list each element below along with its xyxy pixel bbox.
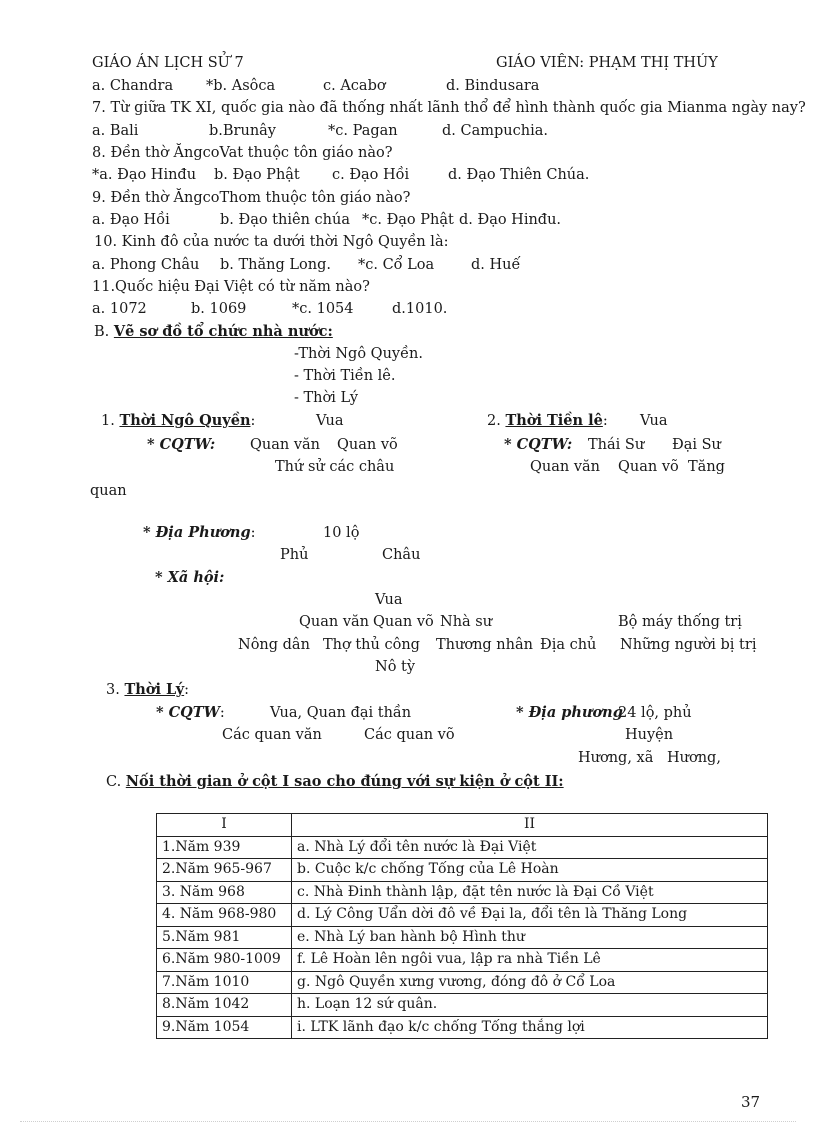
option: d. Campuchia. [442, 123, 548, 139]
ngo-num: 1. [101, 413, 115, 429]
option: b. Đạo thiên chúa [220, 212, 350, 228]
tienle-quan-van: Quan văn [530, 459, 600, 475]
table-header-row [157, 814, 768, 837]
ngo-quan-van: Quan văn [250, 437, 320, 453]
option: a. Chandra [92, 78, 174, 94]
option: *b. Asôca [206, 78, 276, 94]
column-header-ii: II [292, 814, 768, 837]
section-b-item: - Thời Tiền lê. [294, 368, 396, 384]
ngo-dia-phuong-label: * Địa Phương [143, 524, 251, 541]
ly-vua-quan: Vua, Quan đại thần [270, 705, 412, 721]
ly-huong: Hương, [667, 750, 721, 766]
option: b.Brunây [209, 123, 276, 139]
option: d. Bindusara [446, 78, 540, 94]
tienle-num: 2. [487, 413, 501, 429]
header-left: GIÁO ÁN LỊCH SỬ 7 [92, 55, 244, 71]
option: d. Đạo Thiên Chúa. [448, 167, 590, 183]
nguoi-bi-tri: Những người bị trị [620, 637, 757, 653]
ly-24-lo: 24 lộ, phủ [618, 705, 692, 721]
section-c-heading [106, 773, 564, 791]
section-b-prefix: B. [94, 324, 110, 340]
cell: 3. Năm 968 [157, 881, 292, 904]
cell: 9.Năm 1054 [157, 1016, 292, 1039]
header-right: GIÁO VIÊN: PHẠM THỊ THÚY [496, 55, 718, 71]
tienle-quan-vo: Quan võ [618, 459, 679, 475]
option: *a. Đạo Hinđu [92, 167, 197, 183]
cell: b. Cuộc k/c chống Tống của Lê Hoàn [292, 859, 768, 882]
tienle-cqtw-label: * CQTW: [504, 436, 573, 453]
ngo-thu-su: Thứ sử các châu [275, 459, 395, 475]
section-b-heading [94, 323, 333, 341]
ly-cqtw-colon: : [219, 705, 225, 721]
section-b-item: - Thời Lý [294, 390, 359, 406]
ly-colon: : [184, 682, 190, 698]
section-b-title: Vẽ sơ đồ tổ chức nhà nước: [113, 323, 333, 340]
no-ty: Nô tỳ [375, 659, 416, 675]
option: a. 1072 [92, 301, 147, 317]
ngo-dia-phuong [143, 524, 256, 542]
table-row [157, 904, 768, 927]
tienle-dai-su: Đại Sư [672, 437, 721, 453]
question-8: 8. Đền thờ ĂngcoVat thuộc tôn giáo nào? [92, 145, 393, 161]
cell: h. Loạn 12 sứ quân. [292, 994, 768, 1017]
table-row [157, 859, 768, 882]
section-b-item: -Thời Ngô Quyền. [294, 346, 423, 362]
column-header-i: I [157, 814, 292, 837]
table-row [157, 926, 768, 949]
tienle-heading [487, 412, 608, 430]
question-9: 9. Đền thờ ĂngcoThom thuộc tôn giáo nào? [92, 190, 411, 206]
option: *c. Pagan [328, 123, 398, 139]
cell: 6.Năm 980-1009 [157, 949, 292, 972]
option: *c. 1054 [292, 301, 354, 317]
table-row [157, 881, 768, 904]
tienle-colon: : [602, 413, 608, 429]
ly-cqtw-label: * CQTW [156, 704, 220, 721]
ngo-heading [101, 412, 255, 430]
cell: e. Nhà Lý ban hành bộ Hình thư [292, 926, 768, 949]
tienle-title: Thời Tiền lê [505, 412, 603, 429]
option: *c. Đạo Phật [362, 212, 454, 228]
ngo-10-lo: 10 lộ [323, 525, 360, 541]
cell: 2.Năm 965-967 [157, 859, 292, 882]
page-number: 37 [741, 1093, 761, 1111]
ngo-quan-vo: Quan võ [337, 437, 398, 453]
option: b. 1069 [191, 301, 247, 317]
question-10: 10. Kinh đô của nước ta dưới thời Ngô Quyền là: [94, 234, 449, 250]
nong-dan: Nông dân [238, 637, 310, 653]
ngo-cqtw-label: * CQTW: [147, 436, 216, 453]
xa-hoi-vua: Vua [375, 592, 403, 608]
ly-cac-quan-van: Các quan văn [222, 727, 322, 743]
cell: 8.Năm 1042 [157, 994, 292, 1017]
table-row [157, 1016, 768, 1039]
table-row [157, 949, 768, 972]
footer-divider [20, 1121, 796, 1122]
option: *c. Cổ Loa [358, 257, 435, 273]
cell: 4. Năm 968-980 [157, 904, 292, 927]
cell: i. LTK lãnh đạo k/c chống Tống thắng lợi [292, 1016, 768, 1039]
ly-heading [106, 681, 189, 699]
ly-dia-phuong-label: * Địa phương [516, 704, 623, 721]
tienle-vua: Vua [640, 413, 668, 429]
tienle-tang: Tăng [688, 459, 725, 475]
cell: a. Nhà Lý đổi tên nước là Đại Việt [292, 836, 768, 859]
cell: d. Lý Công Uẩn dời đô về Đại la, đổi tên là Thăng Long [292, 904, 768, 927]
ngo-dia-colon: : [250, 525, 256, 541]
option: a. Phong Châu [92, 257, 200, 273]
cell: c. Nhà Đinh thành lập, đặt tên nước là Đại Cồ Việt [292, 881, 768, 904]
tho-thu-cong: Thợ thủ công [323, 637, 420, 653]
cell: 7.Năm 1010 [157, 971, 292, 994]
bo-may-thong-tri: Bộ máy thống trị [618, 614, 742, 630]
xa-hoi-label: * Xã hội: [155, 569, 225, 586]
option: d. Đạo Hinđu. [459, 212, 562, 228]
tienle-quan: quan [90, 483, 127, 499]
option: d.1010. [392, 301, 448, 317]
xa-hoi-nha-su: Nhà sư [440, 614, 493, 630]
section-c-title: Nối thời gian ở cột I sao cho đúng với sự kiện ở cột II: [125, 773, 564, 790]
cell: f. Lê Hoàn lên ngôi vua, lập ra nhà Tiền Lê [292, 949, 768, 972]
ngo-phu: Phủ [280, 547, 309, 563]
ly-huong-xa: Hương, xã [578, 750, 654, 766]
xa-hoi-quan-vo: Quan võ [373, 614, 434, 630]
option: c. Đạo Hồi [332, 167, 410, 183]
ly-cac-quan-vo: Các quan võ [364, 727, 455, 743]
cell: g. Ngô Quyền xưng vương, đóng đô ở Cổ Loa [292, 971, 768, 994]
option: b. Thăng Long. [220, 257, 331, 273]
table-row [157, 836, 768, 859]
option: a. Đạo Hồi [92, 212, 170, 228]
ly-cqtw [156, 704, 225, 722]
cell: 1.Năm 939 [157, 836, 292, 859]
table-row [157, 994, 768, 1017]
ly-huyen: Huyện [625, 727, 674, 743]
ngo-colon: : [250, 413, 256, 429]
dia-chu: Địa chủ [540, 637, 597, 653]
ngo-chau: Châu [382, 547, 421, 563]
tienle-thai-su: Thái Sư [588, 437, 645, 453]
question-11: 11.Quốc hiệu Đại Việt có từ năm nào? [92, 279, 370, 295]
matching-table [156, 813, 768, 1039]
section-c-prefix: C. [106, 774, 122, 790]
ly-title: Thời Lý [124, 681, 185, 698]
thuong-nhan: Thương nhân [436, 637, 533, 653]
cell: 5.Năm 981 [157, 926, 292, 949]
option: c. Acabơ [323, 78, 386, 94]
ngo-title: Thời Ngô Quyền [119, 412, 251, 429]
table-row [157, 971, 768, 994]
xa-hoi-quan-van: Quan văn [299, 614, 369, 630]
ngo-vua: Vua [316, 413, 344, 429]
ly-num: 3. [106, 682, 120, 698]
option: a. Bali [92, 123, 139, 139]
option: b. Đạo Phật [214, 167, 300, 183]
question-7: 7. Từ giữa TK XI, quốc gia nào đã thống nhất lãnh thổ để hình thành quốc gia Mianma ngày nay? [92, 100, 806, 116]
option: d. Huế [471, 257, 521, 273]
